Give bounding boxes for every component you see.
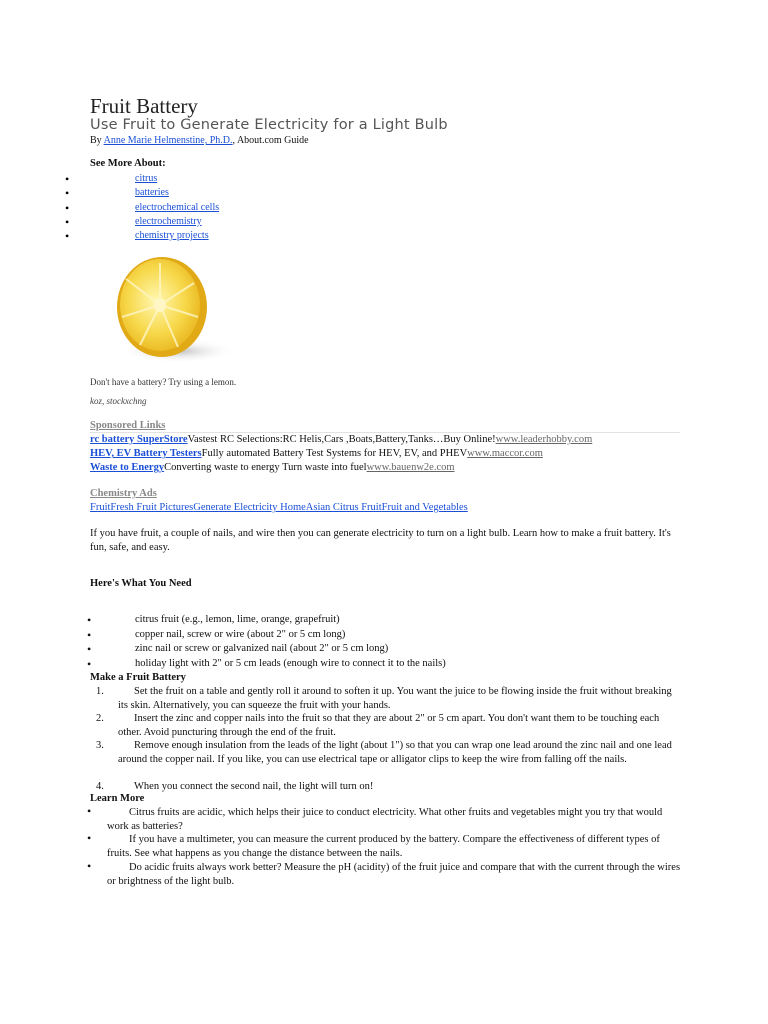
step-item bbox=[90, 739, 680, 766]
topic-link-batteries[interactable]: batteries bbox=[135, 187, 169, 199]
topic-link-chemistry-projects[interactable]: chemistry projects bbox=[135, 230, 209, 242]
bullet-icon: • bbox=[65, 214, 70, 229]
ad-link-fruitfresh[interactable]: FruitFresh Fruit Pictures bbox=[90, 502, 194, 513]
image-credit: koz, stockxchng bbox=[90, 396, 147, 406]
learn-text: Do acidic fruits always work better? Measure the pH (acidity) of the fruit juice and compare that with the current through the wires or brightness of the light bulb. bbox=[107, 862, 681, 887]
learn-item bbox=[87, 833, 682, 860]
bullet-icon: • bbox=[87, 642, 92, 656]
sponsored-link-name[interactable]: HEV, EV Battery Testers bbox=[90, 448, 202, 459]
sponsored-link-name[interactable]: rc battery SuperStore bbox=[90, 434, 188, 445]
see-more-heading: See More About: bbox=[90, 158, 166, 169]
bullet-icon: • bbox=[87, 804, 92, 818]
step-item bbox=[90, 712, 680, 739]
bullet-icon: • bbox=[87, 831, 92, 845]
learn-item bbox=[87, 806, 682, 833]
ad-link-generate-electricity[interactable]: Generate Electricity Home bbox=[193, 502, 306, 513]
bullet-icon: • bbox=[65, 172, 70, 186]
author-link[interactable]: Anne Marie Helmenstine, Ph.D. bbox=[103, 135, 233, 146]
topic-link-citrus[interactable]: citrus bbox=[135, 173, 158, 184]
list-item bbox=[90, 780, 680, 794]
sponsored-divider bbox=[90, 432, 680, 433]
byline bbox=[90, 135, 309, 146]
step-text: Insert the zinc and copper nails into the fruit so that they are about 2" or 5 cm apart. You don't want them to be touching each other. Avoid puncturing through the end of the fruit. bbox=[118, 713, 660, 738]
step-text: When you connect the second nail, the light will turn on! bbox=[134, 781, 374, 792]
step-item bbox=[90, 685, 680, 712]
need-heading: Here's What You Need bbox=[90, 578, 192, 589]
step-item bbox=[90, 780, 680, 794]
need-item: holiday light with 2" or 5 cm leads (enough wire to connect it to the nails) bbox=[135, 657, 446, 669]
lemon-photo bbox=[108, 255, 238, 367]
sponsored-link-name[interactable]: Waste to Energy bbox=[90, 462, 165, 473]
topic-link-electrochemical-cells[interactable]: electrochemical cells bbox=[135, 201, 220, 213]
step-number: 2. bbox=[96, 713, 104, 724]
make-heading: Make a Fruit Battery bbox=[90, 672, 186, 683]
sponsored-link-url[interactable]: www.bauenw2e.com bbox=[366, 462, 455, 473]
intro-paragraph: If you have fruit, a couple of nails, and wire then you can generate electricity to turn on a light bulb. Learn how to make a fruit battery. It's fun, safe, and easy. bbox=[90, 528, 671, 553]
sponsored-link-row bbox=[90, 462, 455, 473]
bullet-icon: • bbox=[65, 229, 70, 244]
step-text: Set the fruit on a table and gently roll it around to soften it up. You want the juice to be flowing inside the fruit without breaking its skin. Alternatively, you can squeeze the fruit with your hands. bbox=[118, 686, 672, 711]
bullet-icon: • bbox=[87, 627, 92, 642]
bullet-icon: • bbox=[65, 186, 70, 201]
bullet-icon: • bbox=[87, 859, 92, 873]
sponsored-heading: Sponsored Links bbox=[90, 420, 166, 431]
sponsored-link-row bbox=[90, 448, 543, 459]
sponsored-link-desc: Fully automated Battery Test Systems for HEV, EV, and PHEV bbox=[201, 448, 468, 459]
learn-heading: Learn More bbox=[90, 793, 145, 804]
sponsored-link-desc: Vastest RC Selections:RC Helis,Cars ,Boats,Battery,Tanks…Buy Online! bbox=[187, 434, 496, 445]
byline-prefix: By bbox=[90, 135, 104, 146]
byline-suffix: , About.com Guide bbox=[232, 135, 309, 146]
need-item: copper nail, screw or wire (about 2" or 5 cm long) bbox=[135, 628, 346, 640]
bullet-icon: • bbox=[87, 613, 92, 627]
learn-item bbox=[87, 861, 682, 888]
need-item: citrus fruit (e.g., lemon, lime, orange, grapefruit) bbox=[135, 614, 340, 625]
bullet-icon: • bbox=[65, 200, 70, 215]
list-item bbox=[90, 685, 680, 712]
step-number: 1. bbox=[96, 686, 104, 697]
learn-text: Citrus fruits are acidic, which helps their juice to conduct electricity. What other fruits and vegetables might you try that would work as batteries? bbox=[107, 807, 663, 832]
chemistry-ads-links bbox=[90, 502, 468, 513]
list-item bbox=[90, 712, 680, 739]
ad-link-asian-citrus[interactable]: Asian Citrus Fruit bbox=[305, 502, 382, 513]
step-text: Remove enough insulation from the leads of the light (about 1") so that you can wrap one lead around the zinc nail and one lead around the copper nail. If you like, you can use electrical tape or alligator clips to keep the wire from falling off the nails. bbox=[118, 740, 672, 765]
learn-text: If you have a multimeter, you can measure the current produced by the battery. Compare the effectiveness of different types of fruits. See what happens as you change the distance between the nails. bbox=[107, 834, 660, 859]
lemon-half-icon bbox=[108, 255, 238, 367]
need-item: zinc nail or screw or galvanized nail (about 2" or 5 cm long) bbox=[135, 643, 389, 654]
chemistry-ads-heading: Chemistry Ads bbox=[90, 488, 157, 499]
list-item bbox=[90, 739, 680, 766]
sponsored-link-url[interactable]: www.leaderhobby.com bbox=[495, 434, 593, 445]
step-number: 4. bbox=[96, 781, 104, 792]
bullet-icon: • bbox=[87, 656, 92, 671]
page-subtitle: Use Fruit to Generate Electricity for a Light Bulb bbox=[90, 117, 448, 133]
topic-link-electrochemistry[interactable]: electrochemistry bbox=[135, 215, 202, 227]
sponsored-link-row bbox=[90, 434, 592, 445]
page-title: Fruit Battery bbox=[90, 94, 198, 118]
step-number: 3. bbox=[96, 740, 104, 751]
ad-link-fruit-vegetables[interactable]: Fruit and Vegetables bbox=[381, 502, 468, 513]
sponsored-link-url[interactable]: www.maccor.com bbox=[467, 448, 543, 459]
sponsored-link-desc: Converting waste to energy Turn waste into fuel bbox=[164, 462, 367, 473]
image-caption: Don't have a battery? Try using a lemon. bbox=[90, 377, 237, 387]
